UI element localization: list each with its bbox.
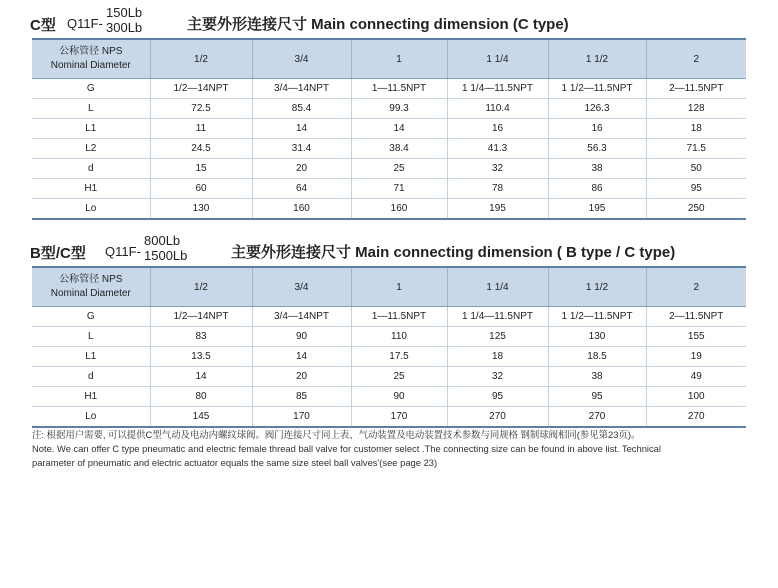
- rating-top: 800Lb: [144, 233, 181, 248]
- row-label: L1: [32, 347, 150, 367]
- table-cell: 38: [548, 367, 646, 387]
- table-row: [32, 199, 746, 220]
- table-cell: 99.3: [351, 99, 447, 119]
- table-cell: 270: [646, 407, 746, 428]
- table-cell: 145: [150, 407, 252, 428]
- table-cell: 17.5: [351, 347, 447, 367]
- table-cell: 1—11.5NPT: [351, 307, 447, 327]
- size-header: 1 1/4: [447, 267, 548, 307]
- nps-header: 公称管径 NPS Nominal Diameter: [32, 267, 150, 307]
- table-cell: 85: [252, 387, 351, 407]
- row-label: Lo: [32, 199, 150, 220]
- row-label: d: [32, 367, 150, 387]
- table-cell: 14: [351, 119, 447, 139]
- table-cell: 20: [252, 159, 351, 179]
- size-header: 1/2: [150, 39, 252, 79]
- size-header: 1 1/2: [548, 267, 646, 307]
- table-cell: 85.4: [252, 99, 351, 119]
- size-header: 1 1/2: [548, 39, 646, 79]
- table-header-row: [32, 39, 746, 79]
- model-code: Q11F-: [105, 244, 141, 259]
- table-cell: 100: [646, 387, 746, 407]
- table-cell: 195: [447, 199, 548, 220]
- row-label: L: [32, 99, 150, 119]
- size-header: 1: [351, 267, 447, 307]
- table-cell: 2—11.5NPT: [646, 79, 746, 99]
- table-cell: 20: [252, 367, 351, 387]
- table-cell: 83: [150, 327, 252, 347]
- size-header: 2: [646, 39, 746, 79]
- table-cell: 64: [252, 179, 351, 199]
- table-cell: 128: [646, 99, 746, 119]
- section-heading: 主要外形连接尺寸 Main connecting dimension (C type): [187, 16, 569, 33]
- table-row: [32, 179, 746, 199]
- table-cell: 250: [646, 199, 746, 220]
- table-row: [32, 327, 746, 347]
- table-cell: 90: [252, 327, 351, 347]
- section-c-header: [30, 6, 770, 38]
- type-label: C型: [30, 17, 56, 34]
- table-cell: 155: [646, 327, 746, 347]
- table-cell: 14: [252, 119, 351, 139]
- table-cell: 1—11.5NPT: [351, 79, 447, 99]
- table-row: [32, 307, 746, 327]
- table-cell: 32: [447, 159, 548, 179]
- table-cell: 1/2—14NPT: [150, 307, 252, 327]
- table-cell: 38.4: [351, 139, 447, 159]
- table-cell: 170: [252, 407, 351, 428]
- table-cell: 18.5: [548, 347, 646, 367]
- row-label: G: [32, 79, 150, 99]
- table-row: [32, 367, 746, 387]
- model-code: Q11F-: [67, 16, 103, 31]
- size-header: 1: [351, 39, 447, 79]
- table-row: [32, 159, 746, 179]
- table-cell: 90: [351, 387, 447, 407]
- nps-header: 公称管径 NPS Nominal Diameter: [32, 39, 150, 79]
- table-cell: 56.3: [548, 139, 646, 159]
- table-cell: 110: [351, 327, 447, 347]
- table-cell: 19: [646, 347, 746, 367]
- rating-bottom: 300Lb: [106, 20, 143, 35]
- table-row: [32, 119, 746, 139]
- table-cell: 24.5: [150, 139, 252, 159]
- row-label: H1: [32, 179, 150, 199]
- table-cell: 38: [548, 159, 646, 179]
- table-cell: 3/4—14NPT: [252, 307, 351, 327]
- table-cell: 160: [252, 199, 351, 220]
- table-cell: 2—11.5NPT: [646, 307, 746, 327]
- table-cell: 130: [150, 199, 252, 220]
- table-cell: 16: [548, 119, 646, 139]
- table-cell: 71.5: [646, 139, 746, 159]
- table-cell: 126.3: [548, 99, 646, 119]
- table-cell: 11: [150, 119, 252, 139]
- section-heading: 主要外形连接尺寸 Main connecting dimension ( B type / C type): [231, 244, 676, 261]
- table-cell: 95: [548, 387, 646, 407]
- table-cell: 72.5: [150, 99, 252, 119]
- table-cell: 95: [447, 387, 548, 407]
- table-cell: 130: [548, 327, 646, 347]
- size-header: 2: [646, 267, 746, 307]
- table-cell: 31.4: [252, 139, 351, 159]
- row-label: d: [32, 159, 150, 179]
- table-cell: 78: [447, 179, 548, 199]
- rating-top: 150Lb: [106, 5, 143, 20]
- table-row: [32, 407, 746, 428]
- rating-bottom: 1500Lb: [144, 248, 188, 263]
- table-cell: 270: [548, 407, 646, 428]
- table-cell: 25: [351, 159, 447, 179]
- note-line-en: Note. We can offer C type pneumatic and electric female thread ball valve for customer select .The connecting size can be found in above list. Technical: [32, 443, 661, 454]
- table-cell: 3/4—14NPT: [252, 79, 351, 99]
- row-label: Lo: [32, 407, 150, 428]
- table-cell: 86: [548, 179, 646, 199]
- table-cell: 14: [252, 347, 351, 367]
- dimension-table-c: [32, 38, 746, 220]
- section-bc-header: [30, 234, 770, 266]
- table-cell: 1 1/2—11.5NPT: [548, 79, 646, 99]
- size-header: 1 1/4: [447, 39, 548, 79]
- table-cell: 195: [548, 199, 646, 220]
- note-text: [32, 428, 748, 470]
- table-cell: 110.4: [447, 99, 548, 119]
- table-row: [32, 99, 746, 119]
- table-row: [32, 79, 746, 99]
- table-cell: 1 1/4—11.5NPT: [447, 79, 548, 99]
- table-cell: 50: [646, 159, 746, 179]
- size-header: 1/2: [150, 267, 252, 307]
- table-cell: 60: [150, 179, 252, 199]
- row-label: L: [32, 327, 150, 347]
- table-cell: 18: [646, 119, 746, 139]
- table-cell: 25: [351, 367, 447, 387]
- table-cell: 18: [447, 347, 548, 367]
- table-row: [32, 387, 746, 407]
- table-cell: 95: [646, 179, 746, 199]
- size-header: 3/4: [252, 267, 351, 307]
- table-cell: 125: [447, 327, 548, 347]
- table-row: [32, 139, 746, 159]
- table-row: [32, 347, 746, 367]
- table-cell: 80: [150, 387, 252, 407]
- note-line-en: parameter of pneumatic and electric actuator equals the same size steel ball valves'(see page 23): [32, 457, 438, 468]
- table-cell: 41.3: [447, 139, 548, 159]
- table-cell: 1 1/4—11.5NPT: [447, 307, 548, 327]
- row-label: G: [32, 307, 150, 327]
- table-cell: 14: [150, 367, 252, 387]
- note-line-cn: 注: 根据用户需要, 可以提供C型气动及电动内螺纹球阀。阀门连接尺寸同上表、气动装置及电动装置技术参数与同规格 钢制球阀相同(参见第23页)。: [32, 429, 641, 440]
- table-cell: 71: [351, 179, 447, 199]
- row-label: L1: [32, 119, 150, 139]
- table-header-row: [32, 267, 746, 307]
- table-cell: 13.5: [150, 347, 252, 367]
- table-cell: 270: [447, 407, 548, 428]
- table-cell: 32: [447, 367, 548, 387]
- table-cell: 49: [646, 367, 746, 387]
- table-cell: 1 1/2—11.5NPT: [548, 307, 646, 327]
- row-label: L2: [32, 139, 150, 159]
- table-cell: 16: [447, 119, 548, 139]
- row-label: H1: [32, 387, 150, 407]
- table-cell: 170: [351, 407, 447, 428]
- table-cell: 160: [351, 199, 447, 220]
- size-header: 3/4: [252, 39, 351, 79]
- dimension-table-bc: [32, 266, 746, 428]
- type-label: B型/C型: [30, 245, 86, 262]
- table-cell: 15: [150, 159, 252, 179]
- table-cell: 1/2—14NPT: [150, 79, 252, 99]
